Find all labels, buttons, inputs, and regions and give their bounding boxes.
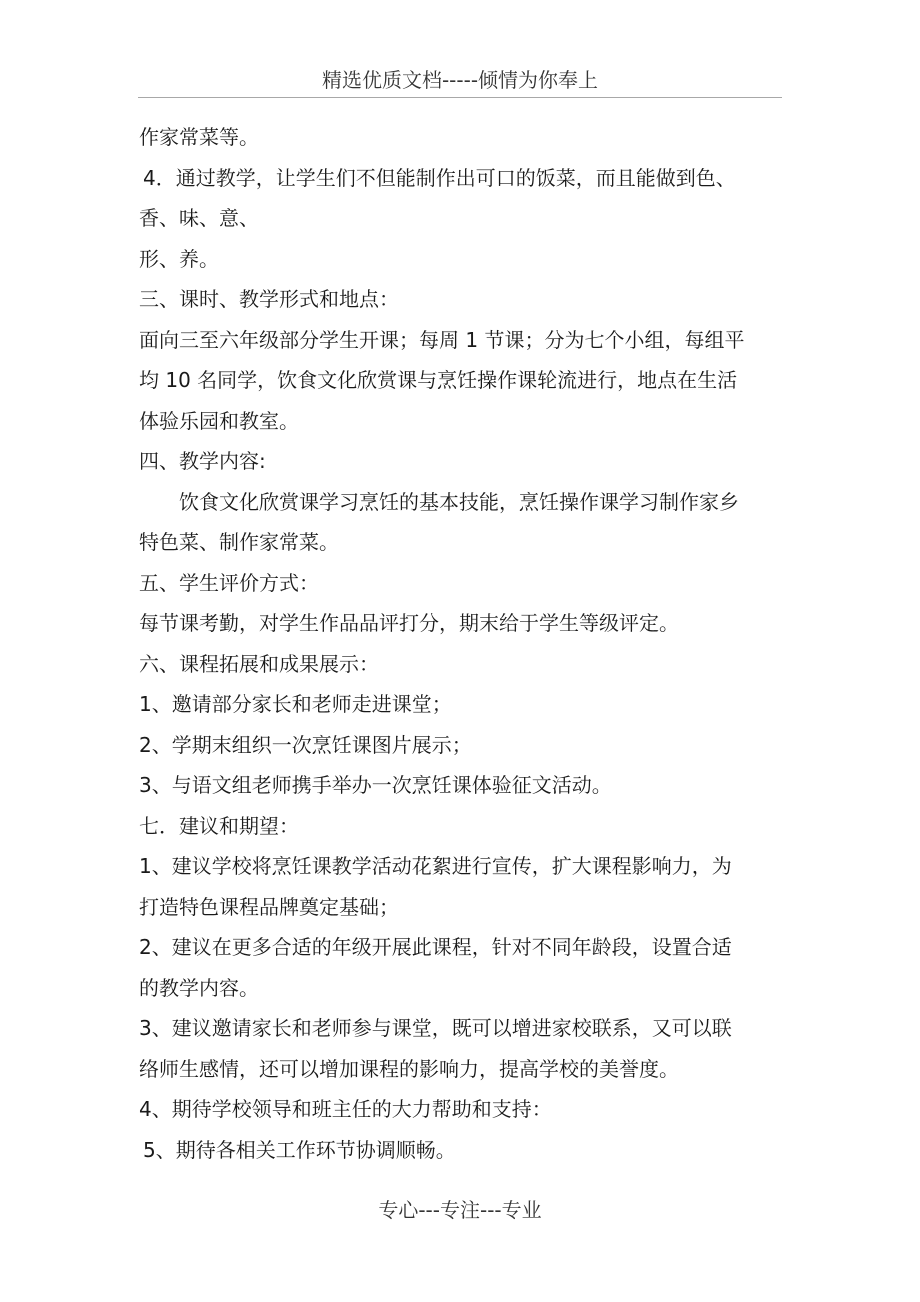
text-line: 作家常菜等。 [139,125,259,149]
list-item: 5、期待各相关工作环节协调顺畅。 [143,1137,456,1162]
text-line: 体验乐园和教室。 [139,408,299,433]
header-divider [138,97,782,98]
text-line: 形、养。 [139,246,219,271]
page-footer: 专心---专注---专业 [378,1198,542,1222]
document-body [139,117,789,1170]
text-line: 打造特色课程品牌奠定基础； [139,894,399,919]
list-item: 2、建议在更多合适的年级开展此课程，针对不同年龄段，设置合适 [139,935,732,959]
text-line: 特色菜、制作家常菜。 [139,530,339,554]
list-item: 4、期待学校领导和班主任的大力帮助和支持： [139,1097,552,1121]
list-item: 1、邀请部分家长和老师走进课堂； [139,692,452,716]
section-heading: 六、课程拓展和成果展示： [139,651,379,676]
text-line: 每节课考勤，对学生作品品评打分，期末给于学生等级评定。 [139,611,679,635]
text-line: 的教学内容。 [139,975,259,1000]
section-heading: 七．建议和期望： [139,813,299,838]
text-line: 均 10 名同学，饮食文化欣赏课与烹饪操作课轮流进行，地点在生活 [139,368,738,392]
list-item: 3、与语文组老师携手举办一次烹饪课体验征文活动。 [139,773,612,797]
list-item: 3、建议邀请家长和老师参与课堂，既可以增进家校联系，又可以联 [139,1016,732,1040]
list-item: 2、学期末组织一次烹饪课图片展示； [139,732,472,757]
page-header: 精选优质文档-----倾情为你奉上 [321,68,599,92]
text-line: 香、味、意、 [139,206,259,230]
text-line: 面向三至六年级部分学生开课；每周 1 节课；分为七个小组，每组平 [139,327,745,352]
text-line: 络师生感情，还可以增加课程的影响力，提高学校的美誉度。 [139,1056,679,1081]
text-line: 4．通过教学，让学生们不但能制作出可口的饭菜，而且能做到色、 [143,165,736,190]
list-item: 1、建议学校将烹饪课教学活动花絮进行宣传，扩大课程影响力，为 [139,854,732,878]
section-heading: 四、教学内容: [139,449,266,473]
section-heading: 五、学生评价方式： [139,570,319,595]
section-heading: 三、课时、教学形式和地点： [139,287,399,311]
text-line: 饮食文化欣赏课学习烹饪的基本技能，烹饪操作课学习制作家乡 [179,489,739,514]
